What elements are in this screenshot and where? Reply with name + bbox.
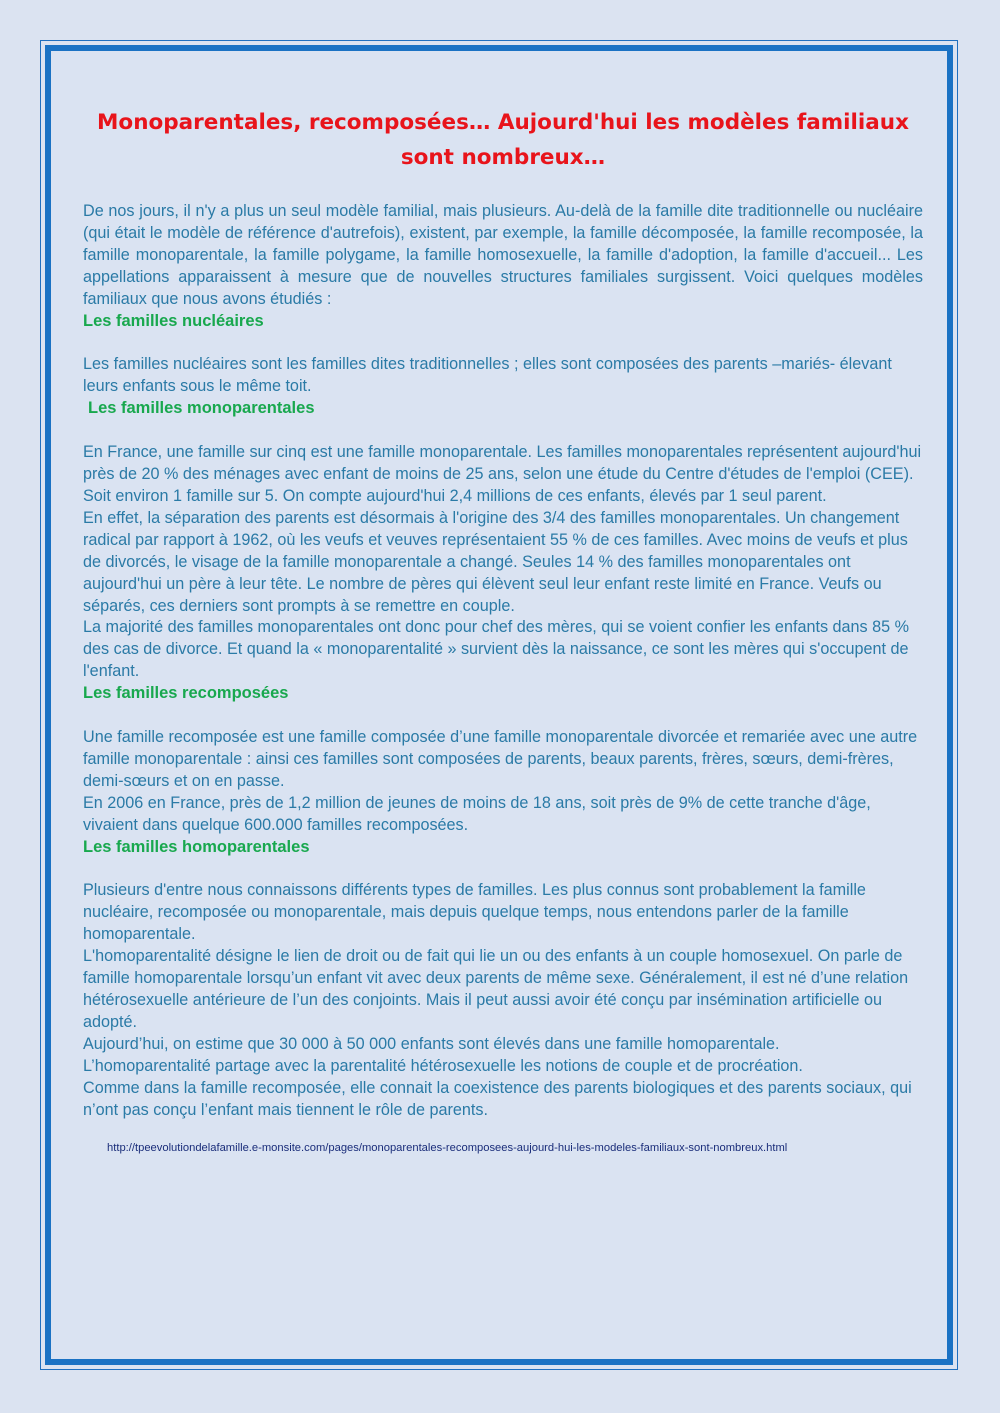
section-heading-recomposees: Les familles recomposées — [83, 684, 289, 703]
document-title: Monoparentales, recomposées… Aujourd'hui les modèles familiaux sont nombreux… — [97, 110, 909, 170]
paragraph-homoparentales-3: Aujourd’hui, on estime que 30 000 à 50 000 enfants sont élevés dans une famille homoparentale. — [83, 1034, 780, 1053]
paragraph-homoparentales-2: L'homoparentalité désigne le lien de droit ou de fait qui lie un ou des enfants à un couple homosexuel. On parle de famille homoparentale lorsqu’un enfant vit avec deux parents de même sexe. Généralement, il est né d’une relation hétérosexuelle antérieure de l’un des conjoints. Mais il peut aussi avoir été conçu par insémination artificielle ou adopté. — [83, 947, 909, 1031]
paragraph-recomposees-2: En 2006 en France, près de 1,2 million de jeunes de moins de 18 ans, soit près de 9% de cette tranche d'âge, vivaient dans quelque 600.000 familles recomposées. — [83, 793, 871, 834]
source-url: http://tpeevolutiondelafamille.e-monsite.com/pages/monoparentales-recomposees-aujourd-hui-les-modeles-familiaux-sont-nombreux.html — [107, 1142, 788, 1155]
paragraph-homoparentales-4: L’homoparentalité partage avec la parentalité hétérosexuelle les notions de couple et de procréation. — [83, 1056, 803, 1075]
paragraph-homoparentales-1: Plusieurs d'entre nous connaissons différents types de familles. Les plus connus sont probablement la famille nucléaire, recomposée ou monoparentale, mais depuis quelque temps, nous entendons parler de la famille homoparentale. — [83, 881, 866, 944]
intro-paragraph: De nos jours, il n'y a plus un seul modèle familial, mais plusieurs. Au-delà de la famille dite traditionnelle ou nucléaire (qui était le modèle de référence d'autrefois), existent, par exemple, la famille décomposée, la famille recomposée, la famille monoparentale, la famille polygame, la famille homosexuelle, la famille d'adoption, la famille d'accueil... Les appellations apparaissent à mesure que de nouvelles structures familiales surgissent. Voici quelques modèles familiaux que nous avons étudiés : — [83, 202, 923, 308]
paragraph-monoparentales-3: La majorité des familles monoparentales ont donc pour chef des mères, qui se voient confier les enfants dans 85 % des cas de divorce. Et quand la « monoparentalité » survient dès la naissance, ce sont les mères qui s'occupent de l'enfant. — [83, 618, 910, 681]
page-border-inner — [45, 45, 953, 1365]
paragraph-monoparentales-1: En France, une famille sur cinq est une famille monoparentale. Les familles monoparentales représentent aujourd'hui près de 20 % des ménages avec enfant de moins de 25 ans, selon une étude du Centre d'études de l'emploi (CEE). Soit environ 1 famille sur 5. On compte aujourd'hui 2,4 millions de ces enfants, élevés par 1 seul parent. — [83, 443, 922, 505]
paragraph-monoparentales-2: En effet, la séparation des parents est désormais à l'origine des 3/4 des familles monoparentales. Un changement radical par rapport à 1962, où les veufs et veuves représentaient 55 % de ces familles. Avec moins de veufs et plus de divorcés, le visage de la famille monoparentale a changé. Seules 14 % des familles monoparentales ont aujourd'hui un père à leur tête. Le nombre de pères qui élèvent seul leur enfant reste limité en France. Veufs ou séparés, ces derniers sont prompts à se remettre en couple. — [83, 508, 908, 615]
page-border-outer — [40, 40, 958, 1370]
section-heading-nucleaires: Les familles nucléaires — [83, 311, 264, 330]
section-heading-homoparentales: Les familles homoparentales — [83, 837, 310, 856]
paragraph-recomposees-1: Une famille recomposée est une famille composée d’une famille monoparentale divorcée et remariée avec une autre famille monoparentale : ainsi ces familles sont composées de parents, beaux parents, frères, sœurs, demi-frères, demi-sœurs et on en passe. — [83, 728, 918, 790]
paragraph-nucleaires: Les familles nucléaires sont les familles dites traditionnelles ; elles sont composées des parents –mariés- élevant leurs enfants sous le même toit. — [83, 355, 892, 396]
paragraph-homoparentales-5: Comme dans la famille recomposée, elle connait la coexistence des parents biologiques et des parents sociaux, qui n’ont pas conçu l’enfant mais tiennent le rôle de parents. — [83, 1078, 912, 1119]
section-heading-monoparentales: Les familles monoparentales — [88, 399, 315, 418]
document-content — [83, 105, 923, 1156]
